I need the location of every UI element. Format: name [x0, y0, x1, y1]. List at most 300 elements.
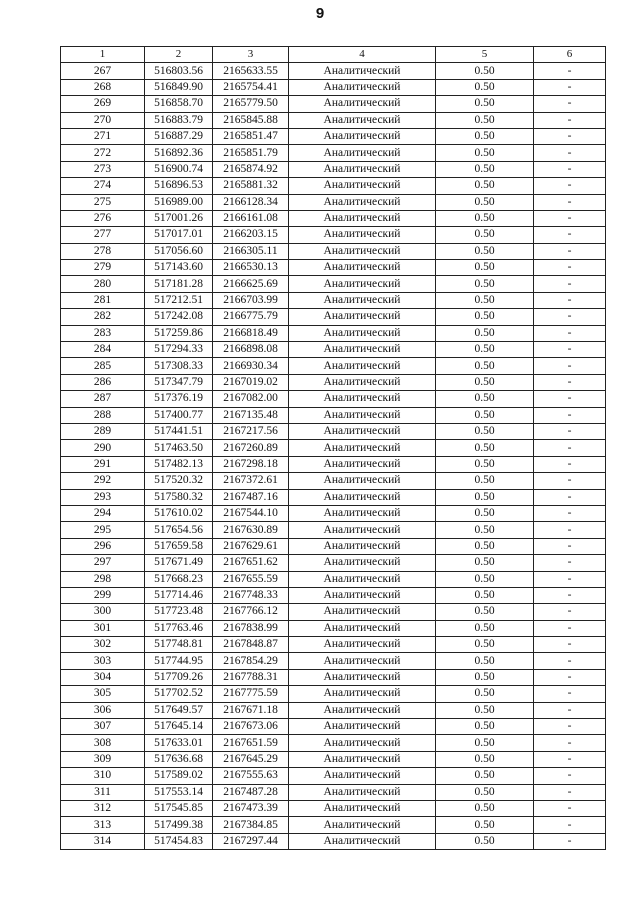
accuracy-cell: 0.50 — [436, 686, 534, 702]
y-coordinate-cell: 2167788.31 — [213, 669, 289, 685]
x-coordinate-cell: 517671.49 — [145, 555, 213, 571]
y-coordinate-cell: 2167473.39 — [213, 800, 289, 816]
accuracy-cell: 0.50 — [436, 161, 534, 177]
column-header: 6 — [534, 47, 606, 63]
table-row — [61, 505, 606, 521]
x-coordinate-cell: 517520.32 — [145, 473, 213, 489]
note-cell: - — [534, 79, 606, 95]
table-row — [61, 325, 606, 341]
x-coordinate-cell: 517545.85 — [145, 800, 213, 816]
y-coordinate-cell: 2166161.08 — [213, 210, 289, 226]
table-row — [61, 194, 606, 210]
accuracy-cell: 0.50 — [436, 407, 534, 423]
table-row — [61, 555, 606, 571]
point-number-cell: 301 — [61, 620, 145, 636]
note-cell: - — [534, 604, 606, 620]
point-number-cell: 304 — [61, 669, 145, 685]
x-coordinate-cell: 516892.36 — [145, 145, 213, 161]
point-number-cell: 286 — [61, 374, 145, 390]
coordinates-table — [60, 46, 606, 850]
method-cell: Аналитический — [289, 374, 436, 390]
table-row — [61, 784, 606, 800]
point-number-cell: 290 — [61, 440, 145, 456]
table-row — [61, 768, 606, 784]
y-coordinate-cell: 2167655.59 — [213, 571, 289, 587]
y-coordinate-cell: 2165779.50 — [213, 96, 289, 112]
accuracy-cell: 0.50 — [436, 768, 534, 784]
method-cell: Аналитический — [289, 620, 436, 636]
x-coordinate-cell: 517702.52 — [145, 686, 213, 702]
y-coordinate-cell: 2167260.89 — [213, 440, 289, 456]
table-row — [61, 309, 606, 325]
method-cell: Аналитический — [289, 702, 436, 718]
table-row — [61, 719, 606, 735]
y-coordinate-cell: 2167135.48 — [213, 407, 289, 423]
note-cell: - — [534, 751, 606, 767]
table-row — [61, 178, 606, 194]
y-coordinate-cell: 2166203.15 — [213, 227, 289, 243]
table-row — [61, 637, 606, 653]
method-cell: Аналитический — [289, 178, 436, 194]
table-row — [61, 800, 606, 816]
note-cell: - — [534, 161, 606, 177]
y-coordinate-cell: 2167487.16 — [213, 489, 289, 505]
point-number-cell: 314 — [61, 833, 145, 849]
method-cell: Аналитический — [289, 751, 436, 767]
point-number-cell: 267 — [61, 63, 145, 79]
note-cell: - — [534, 374, 606, 390]
point-number-cell: 274 — [61, 178, 145, 194]
y-coordinate-cell: 2167673.06 — [213, 719, 289, 735]
method-cell: Аналитический — [289, 637, 436, 653]
accuracy-cell: 0.50 — [436, 342, 534, 358]
method-cell: Аналитический — [289, 571, 436, 587]
y-coordinate-cell: 2165851.47 — [213, 128, 289, 144]
accuracy-cell: 0.50 — [436, 555, 534, 571]
note-cell: - — [534, 358, 606, 374]
note-cell: - — [534, 112, 606, 128]
y-coordinate-cell: 2167019.02 — [213, 374, 289, 390]
point-number-cell: 287 — [61, 391, 145, 407]
note-cell: - — [534, 800, 606, 816]
note-cell: - — [534, 194, 606, 210]
method-cell: Аналитический — [289, 342, 436, 358]
method-cell: Аналитический — [289, 210, 436, 226]
note-cell: - — [534, 702, 606, 718]
x-coordinate-cell: 517709.26 — [145, 669, 213, 685]
method-cell: Аналитический — [289, 784, 436, 800]
point-number-cell: 307 — [61, 719, 145, 735]
method-cell: Аналитический — [289, 128, 436, 144]
x-coordinate-cell: 517482.13 — [145, 456, 213, 472]
x-coordinate-cell: 517347.79 — [145, 374, 213, 390]
accuracy-cell: 0.50 — [436, 505, 534, 521]
point-number-cell: 297 — [61, 555, 145, 571]
table-row — [61, 571, 606, 587]
x-coordinate-cell: 517580.32 — [145, 489, 213, 505]
note-cell: - — [534, 440, 606, 456]
table-row — [61, 112, 606, 128]
table-row — [61, 489, 606, 505]
note-cell: - — [534, 522, 606, 538]
table-row — [61, 751, 606, 767]
note-cell: - — [534, 178, 606, 194]
x-coordinate-cell: 517400.77 — [145, 407, 213, 423]
table-row — [61, 833, 606, 849]
y-coordinate-cell: 2167838.99 — [213, 620, 289, 636]
accuracy-cell: 0.50 — [436, 358, 534, 374]
note-cell: - — [534, 210, 606, 226]
note-cell: - — [534, 817, 606, 833]
table-row — [61, 817, 606, 833]
point-number-cell: 296 — [61, 538, 145, 554]
y-coordinate-cell: 2167671.18 — [213, 702, 289, 718]
y-coordinate-cell: 2166625.69 — [213, 276, 289, 292]
note-cell: - — [534, 227, 606, 243]
x-coordinate-cell: 517463.50 — [145, 440, 213, 456]
method-cell: Аналитический — [289, 63, 436, 79]
column-header: 3 — [213, 47, 289, 63]
method-cell: Аналитический — [289, 79, 436, 95]
method-cell: Аналитический — [289, 555, 436, 571]
y-coordinate-cell: 2167748.33 — [213, 587, 289, 603]
y-coordinate-cell: 2165754.41 — [213, 79, 289, 95]
accuracy-cell: 0.50 — [436, 325, 534, 341]
note-cell: - — [534, 260, 606, 276]
accuracy-cell: 0.50 — [436, 653, 534, 669]
note-cell: - — [534, 505, 606, 521]
accuracy-cell: 0.50 — [436, 79, 534, 95]
note-cell: - — [534, 833, 606, 849]
method-cell: Аналитический — [289, 325, 436, 341]
x-coordinate-cell: 517001.26 — [145, 210, 213, 226]
accuracy-cell: 0.50 — [436, 800, 534, 816]
accuracy-cell: 0.50 — [436, 833, 534, 849]
note-cell: - — [534, 489, 606, 505]
x-coordinate-cell: 517649.57 — [145, 702, 213, 718]
y-coordinate-cell: 2165633.55 — [213, 63, 289, 79]
point-number-cell: 289 — [61, 423, 145, 439]
point-number-cell: 303 — [61, 653, 145, 669]
y-coordinate-cell: 2167766.12 — [213, 604, 289, 620]
note-cell: - — [534, 768, 606, 784]
accuracy-cell: 0.50 — [436, 112, 534, 128]
table-row — [61, 210, 606, 226]
y-coordinate-cell: 2165874.92 — [213, 161, 289, 177]
note-cell: - — [534, 735, 606, 751]
method-cell: Аналитический — [289, 768, 436, 784]
accuracy-cell: 0.50 — [436, 194, 534, 210]
y-coordinate-cell: 2167651.59 — [213, 735, 289, 751]
accuracy-cell: 0.50 — [436, 145, 534, 161]
table-row — [61, 391, 606, 407]
point-number-cell: 282 — [61, 309, 145, 325]
y-coordinate-cell: 2167629.61 — [213, 538, 289, 554]
accuracy-cell: 0.50 — [436, 538, 534, 554]
x-coordinate-cell: 517659.58 — [145, 538, 213, 554]
point-number-cell: 308 — [61, 735, 145, 751]
point-number-cell: 269 — [61, 96, 145, 112]
x-coordinate-cell: 516900.74 — [145, 161, 213, 177]
note-cell: - — [534, 587, 606, 603]
table-row — [61, 63, 606, 79]
point-number-cell: 300 — [61, 604, 145, 620]
accuracy-cell: 0.50 — [436, 96, 534, 112]
method-cell: Аналитический — [289, 194, 436, 210]
method-cell: Аналитический — [289, 669, 436, 685]
y-coordinate-cell: 2165881.32 — [213, 178, 289, 194]
column-header: 4 — [289, 47, 436, 63]
accuracy-cell: 0.50 — [436, 243, 534, 259]
table-row — [61, 440, 606, 456]
table-row — [61, 96, 606, 112]
method-cell: Аналитический — [289, 719, 436, 735]
table-row — [61, 145, 606, 161]
y-coordinate-cell: 2167775.59 — [213, 686, 289, 702]
point-number-cell: 309 — [61, 751, 145, 767]
point-number-cell: 284 — [61, 342, 145, 358]
accuracy-cell: 0.50 — [436, 751, 534, 767]
point-number-cell: 310 — [61, 768, 145, 784]
y-coordinate-cell: 2167082.00 — [213, 391, 289, 407]
accuracy-cell: 0.50 — [436, 227, 534, 243]
note-cell: - — [534, 571, 606, 587]
method-cell: Аналитический — [289, 260, 436, 276]
accuracy-cell: 0.50 — [436, 210, 534, 226]
table-row — [61, 227, 606, 243]
method-cell: Аналитический — [289, 243, 436, 259]
accuracy-cell: 0.50 — [436, 620, 534, 636]
method-cell: Аналитический — [289, 456, 436, 472]
table-row — [61, 587, 606, 603]
note-cell: - — [534, 63, 606, 79]
x-coordinate-cell: 516896.53 — [145, 178, 213, 194]
method-cell: Аналитический — [289, 686, 436, 702]
accuracy-cell: 0.50 — [436, 309, 534, 325]
table-row — [61, 653, 606, 669]
note-cell: - — [534, 292, 606, 308]
accuracy-cell: 0.50 — [436, 374, 534, 390]
y-coordinate-cell: 2166775.79 — [213, 309, 289, 325]
x-coordinate-cell: 517748.81 — [145, 637, 213, 653]
point-number-cell: 278 — [61, 243, 145, 259]
table-row — [61, 702, 606, 718]
table-row — [61, 79, 606, 95]
accuracy-cell: 0.50 — [436, 391, 534, 407]
method-cell: Аналитический — [289, 440, 436, 456]
accuracy-cell: 0.50 — [436, 637, 534, 653]
accuracy-cell: 0.50 — [436, 260, 534, 276]
method-cell: Аналитический — [289, 227, 436, 243]
x-coordinate-cell: 517668.23 — [145, 571, 213, 587]
table-row — [61, 128, 606, 144]
point-number-cell: 273 — [61, 161, 145, 177]
table-row — [61, 260, 606, 276]
note-cell: - — [534, 325, 606, 341]
table-row — [61, 374, 606, 390]
accuracy-cell: 0.50 — [436, 669, 534, 685]
method-cell: Аналитический — [289, 505, 436, 521]
note-cell: - — [534, 784, 606, 800]
point-number-cell: 312 — [61, 800, 145, 816]
table-row — [61, 604, 606, 620]
note-cell: - — [534, 473, 606, 489]
method-cell: Аналитический — [289, 358, 436, 374]
point-number-cell: 288 — [61, 407, 145, 423]
note-cell: - — [534, 719, 606, 735]
method-cell: Аналитический — [289, 489, 436, 505]
point-number-cell: 294 — [61, 505, 145, 521]
table-row — [61, 735, 606, 751]
point-number-cell: 275 — [61, 194, 145, 210]
x-coordinate-cell: 516858.70 — [145, 96, 213, 112]
method-cell: Аналитический — [289, 522, 436, 538]
table-row — [61, 342, 606, 358]
method-cell: Аналитический — [289, 309, 436, 325]
method-cell: Аналитический — [289, 276, 436, 292]
method-cell: Аналитический — [289, 112, 436, 128]
note-cell: - — [534, 407, 606, 423]
point-number-cell: 283 — [61, 325, 145, 341]
note-cell: - — [534, 309, 606, 325]
y-coordinate-cell: 2167544.10 — [213, 505, 289, 521]
y-coordinate-cell: 2165845.88 — [213, 112, 289, 128]
accuracy-cell: 0.50 — [436, 178, 534, 194]
x-coordinate-cell: 516883.79 — [145, 112, 213, 128]
note-cell: - — [534, 669, 606, 685]
y-coordinate-cell: 2166930.34 — [213, 358, 289, 374]
table-row — [61, 407, 606, 423]
accuracy-cell: 0.50 — [436, 735, 534, 751]
table-row — [61, 686, 606, 702]
y-coordinate-cell: 2166703.99 — [213, 292, 289, 308]
y-coordinate-cell: 2166530.13 — [213, 260, 289, 276]
note-cell: - — [534, 555, 606, 571]
point-number-cell: 293 — [61, 489, 145, 505]
point-number-cell: 281 — [61, 292, 145, 308]
x-coordinate-cell: 517376.19 — [145, 391, 213, 407]
method-cell: Аналитический — [289, 292, 436, 308]
note-cell: - — [534, 637, 606, 653]
accuracy-cell: 0.50 — [436, 719, 534, 735]
point-number-cell: 271 — [61, 128, 145, 144]
point-number-cell: 268 — [61, 79, 145, 95]
x-coordinate-cell: 517633.01 — [145, 735, 213, 751]
y-coordinate-cell: 2167384.85 — [213, 817, 289, 833]
point-number-cell: 306 — [61, 702, 145, 718]
point-number-cell: 276 — [61, 210, 145, 226]
note-cell: - — [534, 243, 606, 259]
accuracy-cell: 0.50 — [436, 473, 534, 489]
table-row — [61, 423, 606, 439]
x-coordinate-cell: 517454.83 — [145, 833, 213, 849]
table-row — [61, 161, 606, 177]
x-coordinate-cell: 517143.60 — [145, 260, 213, 276]
note-cell: - — [534, 653, 606, 669]
x-coordinate-cell: 517308.33 — [145, 358, 213, 374]
note-cell: - — [534, 276, 606, 292]
x-coordinate-cell: 517763.46 — [145, 620, 213, 636]
point-number-cell: 311 — [61, 784, 145, 800]
point-number-cell: 299 — [61, 587, 145, 603]
method-cell: Аналитический — [289, 473, 436, 489]
method-cell: Аналитический — [289, 407, 436, 423]
table-row — [61, 292, 606, 308]
note-cell: - — [534, 423, 606, 439]
x-coordinate-cell: 517441.51 — [145, 423, 213, 439]
x-coordinate-cell: 517654.56 — [145, 522, 213, 538]
point-number-cell: 298 — [61, 571, 145, 587]
table-row — [61, 522, 606, 538]
y-coordinate-cell: 2167298.18 — [213, 456, 289, 472]
method-cell: Аналитический — [289, 817, 436, 833]
y-coordinate-cell: 2167297.44 — [213, 833, 289, 849]
method-cell: Аналитический — [289, 96, 436, 112]
accuracy-cell: 0.50 — [436, 456, 534, 472]
column-header: 5 — [436, 47, 534, 63]
note-cell: - — [534, 342, 606, 358]
x-coordinate-cell: 517589.02 — [145, 768, 213, 784]
point-number-cell: 272 — [61, 145, 145, 161]
accuracy-cell: 0.50 — [436, 276, 534, 292]
y-coordinate-cell: 2167217.56 — [213, 423, 289, 439]
method-cell: Аналитический — [289, 423, 436, 439]
point-number-cell: 292 — [61, 473, 145, 489]
accuracy-cell: 0.50 — [436, 522, 534, 538]
point-number-cell: 270 — [61, 112, 145, 128]
x-coordinate-cell: 516887.29 — [145, 128, 213, 144]
method-cell: Аналитический — [289, 145, 436, 161]
method-cell: Аналитический — [289, 538, 436, 554]
y-coordinate-cell: 2166305.11 — [213, 243, 289, 259]
y-coordinate-cell: 2166818.49 — [213, 325, 289, 341]
table-row — [61, 243, 606, 259]
accuracy-cell: 0.50 — [436, 292, 534, 308]
accuracy-cell: 0.50 — [436, 423, 534, 439]
point-number-cell: 277 — [61, 227, 145, 243]
y-coordinate-cell: 2167854.29 — [213, 653, 289, 669]
method-cell: Аналитический — [289, 833, 436, 849]
point-number-cell: 305 — [61, 686, 145, 702]
table-body — [61, 63, 606, 850]
point-number-cell: 302 — [61, 637, 145, 653]
table-row — [61, 669, 606, 685]
accuracy-cell: 0.50 — [436, 587, 534, 603]
y-coordinate-cell: 2167630.89 — [213, 522, 289, 538]
x-coordinate-cell: 517294.33 — [145, 342, 213, 358]
accuracy-cell: 0.50 — [436, 817, 534, 833]
y-coordinate-cell: 2167372.61 — [213, 473, 289, 489]
table-row — [61, 538, 606, 554]
x-coordinate-cell: 517499.38 — [145, 817, 213, 833]
x-coordinate-cell: 517242.08 — [145, 309, 213, 325]
accuracy-cell: 0.50 — [436, 784, 534, 800]
y-coordinate-cell: 2165851.79 — [213, 145, 289, 161]
point-number-cell: 291 — [61, 456, 145, 472]
accuracy-cell: 0.50 — [436, 702, 534, 718]
x-coordinate-cell: 517636.68 — [145, 751, 213, 767]
point-number-cell: 279 — [61, 260, 145, 276]
x-coordinate-cell: 517017.01 — [145, 227, 213, 243]
method-cell: Аналитический — [289, 653, 436, 669]
accuracy-cell: 0.50 — [436, 489, 534, 505]
note-cell: - — [534, 391, 606, 407]
x-coordinate-cell: 517553.14 — [145, 784, 213, 800]
x-coordinate-cell: 517645.14 — [145, 719, 213, 735]
accuracy-cell: 0.50 — [436, 128, 534, 144]
method-cell: Аналитический — [289, 800, 436, 816]
table-row — [61, 620, 606, 636]
